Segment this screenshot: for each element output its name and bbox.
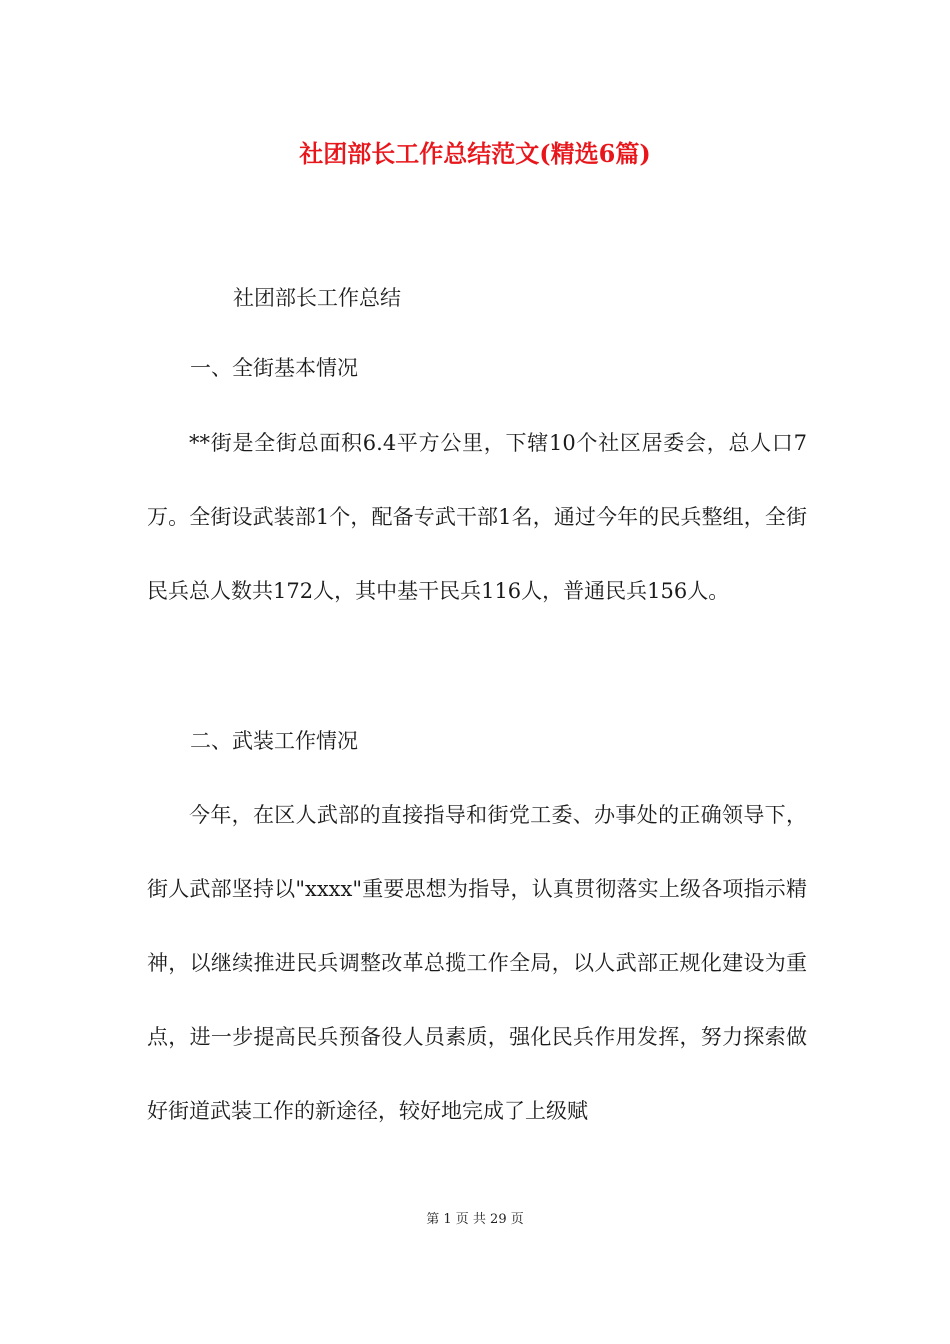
section1-paragraph: **街是全街总面积6.4平方公里，下辖10个社区居委会，总人口7万。全街设武装部1个，配备专武干部1名，通过今年的民兵整组，全街民兵总人数共172人，其中基干民兵116人，普通民兵156人。 — [147, 431, 807, 603]
section2-heading: 二、武装工作情况 — [190, 729, 358, 753]
document-subtitle: 社团部长工作总结 — [233, 286, 401, 310]
section2-paragraph: 今年，在区人武部的直接指导和街党工委、办事处的正确领导下，街人武部坚持以"xxxx"重要思想为指导，认真贯彻落实上级各项指示精神，以继续推进民兵调整改革总揽工作全局，以人武部正规化建设为重点，进一步提高民兵预备役人员素质，强化民兵作用发挥，努力探索做好街道武装工作的新途径，较好地完成了上级赋 — [147, 803, 807, 1123]
page-number: 第 1 页 共 29 页 — [426, 1212, 524, 1227]
section1-heading: 一、全街基本情况 — [190, 356, 358, 380]
document-title: 社团部长工作总结范文(精选6篇) — [299, 139, 651, 168]
